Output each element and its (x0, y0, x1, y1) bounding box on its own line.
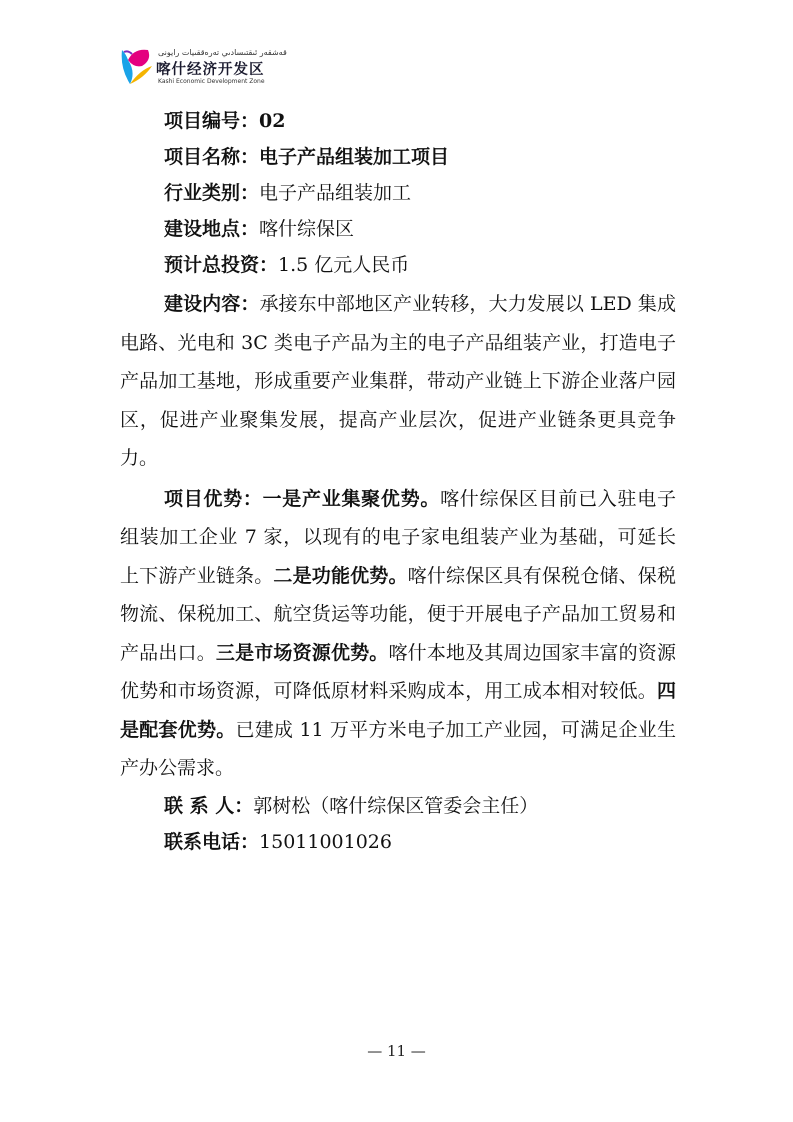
logo-chinese-name: 喀什经济开发区 (156, 62, 265, 78)
field-location: 建设地点：喀什综保区 (164, 218, 355, 240)
construction-content: 建设内容：承接东中部地区产业转移，大力发展以 LED 集成电路、光电和 3C 类电子产品为主的电子产品组装产业，打造电子产品加工基地，形成重要产业集群，带动产业链上下游企业落户园区，促进产业聚集发展，提高产业层次，促进产业链条更具竞争力。 (120, 293, 676, 469)
field-industry: 行业类别：电子产品组装加工 (164, 182, 412, 204)
header-logo (118, 44, 287, 94)
page-number: — 11 — (367, 1042, 426, 1060)
kashi-logo-icon (118, 46, 154, 88)
field-contact-person: 联 系 人：郭树松（喀什综保区管委会主任） (164, 794, 539, 817)
field-contact-phone: 联系电话：15011001026 (164, 830, 392, 853)
logo-english-name: Kashi Economic Development Zone (158, 78, 265, 85)
field-project-no: 项目编号：02 (164, 110, 286, 132)
project-advantages: 项目优势：一是产业集聚优势。喀什综保区目前已入驻电子组装加工企业 7 家，以现有的电子家电组装产业为基础，可延长上下游产业链条。二是功能优势。喀什综保区具有保税仓储、保税物流、保税加工、航空货运等功能，便于开展电子产品加工贸易和产品出口。三是市场资源优势。喀什本地及其周边国家丰富的资源优势和市场资源，可降低原材料采购成本，用工成本相对较低。四是配套优势。已建成 11 万平方米电子加工产业园，可满足企业生产办公需求。 (120, 487, 676, 779)
field-investment: 预计总投资：1.5 亿元人民币 (164, 254, 410, 276)
field-project-name: 项目名称：电子产品组装加工项目 (164, 146, 450, 168)
document-body (120, 103, 676, 860)
logo-uyghur-text: قەشقەر ئىقتىسادىي تەرەققىيات رايونى (158, 48, 287, 57)
